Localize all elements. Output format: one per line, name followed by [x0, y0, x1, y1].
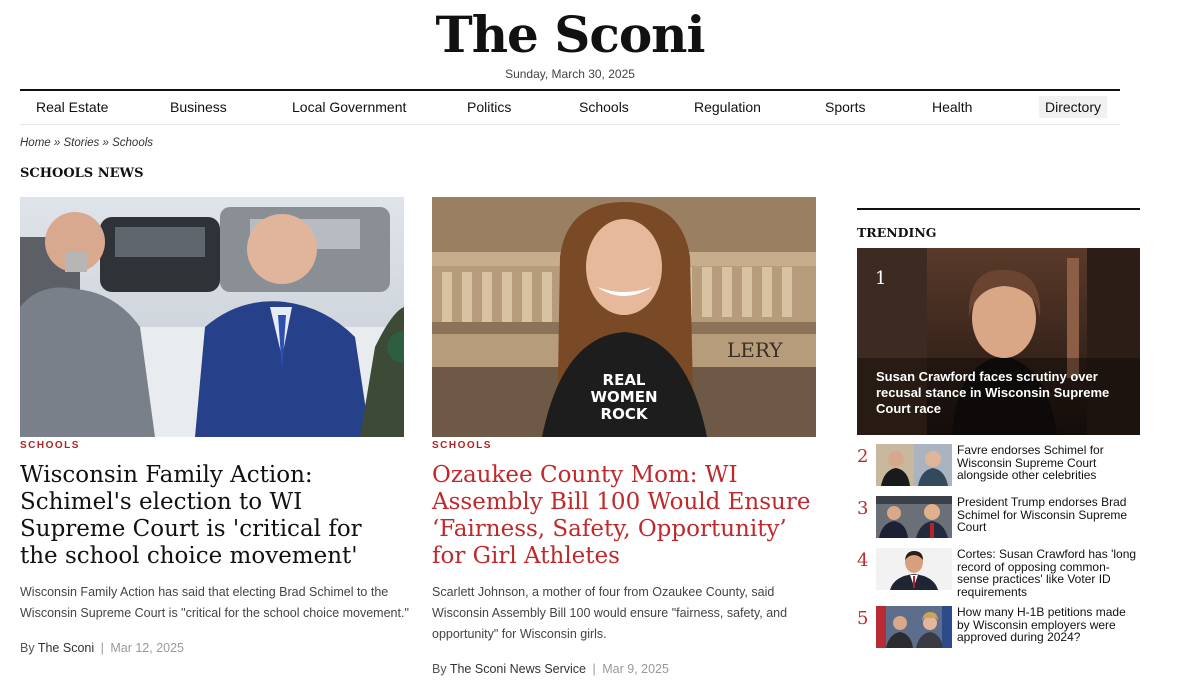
trending-item-3-thumbnail — [876, 496, 952, 538]
breadcrumb-home[interactable]: Home — [20, 137, 51, 149]
trending-item-2-thumbnail — [876, 444, 952, 486]
article-2-excerpt: Scarlett Johnson, a mother of four from Ozaukee County, said Wisconsin Assembly Bill 100 would ensure "fairness, safety, and opportunity" for Wisconsin girls. — [432, 585, 788, 641]
nav-real-estate[interactable]: Real Estate — [36, 99, 109, 115]
trending-rank-4: 4 — [857, 550, 869, 571]
breadcrumb-stories[interactable]: Stories — [63, 137, 100, 149]
article-2-wall-text: LERY — [727, 338, 783, 362]
breadcrumb — [20, 137, 153, 149]
main-nav — [20, 89, 1120, 125]
article-1-byline — [20, 641, 184, 655]
site-logo[interactable]: The Sconi — [435, 5, 705, 64]
article-1-photo[interactable] — [20, 197, 404, 437]
trending-feature-title[interactable]: Susan Crawford faces scrutiny over recusal stance in Wisconsin Supreme Court race — [876, 369, 1110, 416]
nav-politics[interactable]: Politics — [467, 99, 512, 115]
trending-rank-1: 1 — [875, 268, 887, 289]
article-2-byline — [432, 662, 669, 676]
trending-item-5[interactable] — [857, 606, 1140, 652]
breadcrumb-current: Schools — [112, 137, 154, 149]
nav-sports[interactable]: Sports — [825, 99, 866, 115]
trending-title: TRENDING — [857, 225, 937, 240]
site-date: Sunday, March 30, 2025 — [505, 67, 635, 81]
trending-rank-2: 2 — [857, 446, 869, 467]
trending-item-4-title[interactable]: Cortes: Susan Crawford has 'long record of opposing common-sense practices' like Voter ID requirements — [957, 547, 1137, 599]
nav-regulation[interactable]: Regulation — [694, 99, 761, 115]
trending-rank-5: 5 — [857, 608, 869, 629]
article-1-headline[interactable]: Wisconsin Family Action: Schimel's election to WI Supreme Court is 'critical for the school choice movement' — [20, 462, 362, 569]
trending-item-3[interactable] — [857, 496, 1140, 542]
article-2-date: Mar 9, 2025 — [602, 662, 669, 676]
trending-divider — [857, 208, 1140, 210]
article-2-headline[interactable]: Ozaukee County Mom: WI Assembly Bill 100 Would Ensure ‘Fairness, Safety, Opportunity’ for Girl Athletes — [432, 462, 811, 569]
section-title: SCHOOLS NEWS — [20, 166, 144, 181]
article-1-excerpt: Wisconsin Family Action has said that electing Brad Schimel to the Wisconsin Supreme Court is "critical for the school choice movement." — [20, 585, 409, 620]
byline-separator: | — [100, 641, 104, 655]
nav-directory[interactable]: Directory — [1039, 96, 1107, 118]
article-2-tag[interactable]: SCHOOLS — [432, 440, 492, 451]
trending-item-2[interactable] — [857, 444, 1140, 490]
trending-item-4[interactable] — [857, 547, 1140, 599]
trending-item-5-thumbnail — [876, 606, 952, 648]
trending-item-4-thumbnail — [876, 548, 952, 590]
article-1-author[interactable]: The Sconi — [37, 641, 95, 655]
shirt-text-line-2: WOMEN — [590, 388, 658, 406]
shirt-text-line-1: REAL — [602, 371, 646, 389]
nav-business[interactable]: Business — [170, 99, 227, 115]
article-2-photo[interactable] — [432, 197, 816, 437]
byline-prefix: By — [432, 662, 447, 676]
trending-rank-3: 3 — [857, 498, 869, 519]
trending-item-2-title[interactable]: Favre endorses Schimel for Wisconsin Supreme Court alongside other celebrities — [957, 443, 1104, 482]
byline-separator: | — [592, 662, 596, 676]
breadcrumb-separator: » — [53, 137, 61, 149]
byline-prefix: By — [20, 641, 35, 655]
breadcrumb-separator: » — [102, 137, 109, 149]
masthead — [0, 6, 1140, 81]
article-1-tag[interactable]: SCHOOLS — [20, 440, 80, 451]
article-1-date: Mar 12, 2025 — [110, 641, 185, 655]
shirt-text-line-3: ROCK — [600, 405, 648, 423]
trending-feature-1[interactable] — [857, 248, 1140, 435]
trending-item-3-title[interactable]: President Trump endorses Brad Schimel for Wisconsin Supreme Court — [957, 495, 1128, 534]
article-2-author[interactable]: The Sconi News Service — [449, 662, 587, 676]
trending-item-5-title[interactable]: How many H-1B petitions made by Wisconsin employers were approved during 2024? — [957, 605, 1126, 644]
nav-health[interactable]: Health — [932, 99, 973, 115]
nav-local-government[interactable]: Local Government — [292, 99, 407, 115]
nav-schools[interactable]: Schools — [579, 99, 629, 115]
